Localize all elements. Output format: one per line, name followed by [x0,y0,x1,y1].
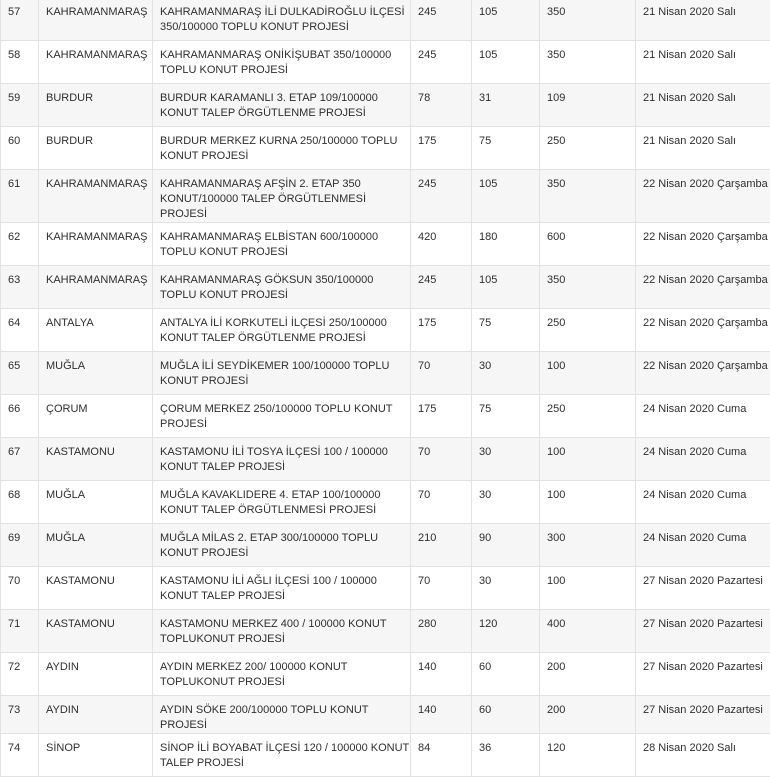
province-cell: BURDUR [39,84,153,127]
date-cell: 22 Nisan 2020 Çarşamba [636,352,770,395]
row-number-cell: 64 [1,309,39,352]
date-cell: 22 Nisan 2020 Çarşamba [636,223,770,266]
total-cell: 100 [540,438,636,481]
value-a-cell: 245 [411,41,472,84]
value-a-cell: 420 [411,223,472,266]
province-cell: SİNOP [39,734,153,777]
project-name-cell: KAHRAMANMARAŞ AFŞİN 2. ETAP 350 KONUT/100000 TALEP ÖRGÜTLENMESİ PROJESİ [153,170,411,223]
project-name-cell: AYDIN MERKEZ 200/ 100000 KONUT TOPLUKONUT PROJESİ [153,653,411,696]
project-name-cell: KASTAMONU İLİ TOSYA İLÇESİ 100 / 100000 KONUT TALEP PROJESİ [153,438,411,481]
project-name-cell: MUĞLA MİLAS 2. ETAP 300/100000 TOPLU KONUT PROJESİ [153,524,411,567]
value-b-cell: 60 [472,696,540,734]
table-row [1,266,770,309]
value-b-cell: 105 [472,266,540,309]
project-name-cell: KAHRAMANMARAŞ GÖKSUN 350/100000 TOPLU KONUT PROJESİ [153,266,411,309]
row-number-cell: 61 [1,170,39,223]
total-cell: 250 [540,127,636,170]
row-number-cell: 70 [1,567,39,610]
total-cell: 200 [540,696,636,734]
total-cell: 350 [540,0,636,41]
row-number-cell: 58 [1,41,39,84]
project-name-cell: KAHRAMANMARAŞ ONİKİŞUBAT 350/100000 TOPLU KONUT PROJESİ [153,41,411,84]
total-cell: 300 [540,524,636,567]
value-b-cell: 180 [472,223,540,266]
value-a-cell: 245 [411,170,472,223]
table-row [1,309,770,352]
project-name-cell: SİNOP İLİ BOYABAT İLÇESİ 120 / 100000 KONUT TALEP PROJESİ [153,734,411,777]
value-a-cell: 70 [411,438,472,481]
value-a-cell: 84 [411,734,472,777]
table-row [1,0,770,41]
total-cell: 250 [540,395,636,438]
project-name-cell: ANTALYA İLİ KORKUTELİ İLÇESİ 250/100000 KONUT TALEP ÖRGÜTLENME PROJESİ [153,309,411,352]
province-cell: ÇORUM [39,395,153,438]
row-number-cell: 67 [1,438,39,481]
project-name-cell: MUĞLA İLİ SEYDİKEMER 100/100000 TOPLU KONUT PROJESİ [153,352,411,395]
value-b-cell: 30 [472,567,540,610]
row-number-cell: 73 [1,696,39,734]
value-b-cell: 30 [472,352,540,395]
date-cell: 24 Nisan 2020 Cuma [636,395,770,438]
total-cell: 350 [540,266,636,309]
date-cell: 27 Nisan 2020 Pazartesi [636,567,770,610]
total-cell: 109 [540,84,636,127]
date-cell: 27 Nisan 2020 Pazartesi [636,610,770,653]
row-number-cell: 72 [1,653,39,696]
province-cell: MUĞLA [39,352,153,395]
value-b-cell: 75 [472,395,540,438]
table-row [1,653,770,696]
province-cell: KAHRAMANMARAŞ [39,41,153,84]
table-row [1,223,770,266]
province-cell: AYDIN [39,653,153,696]
row-number-cell: 63 [1,266,39,309]
value-b-cell: 105 [472,41,540,84]
total-cell: 200 [540,653,636,696]
value-b-cell: 90 [472,524,540,567]
row-number-cell: 57 [1,0,39,41]
row-number-cell: 59 [1,84,39,127]
value-b-cell: 75 [472,127,540,170]
total-cell: 100 [540,352,636,395]
date-cell: 27 Nisan 2020 Pazartesi [636,653,770,696]
value-b-cell: 36 [472,734,540,777]
province-cell: KAHRAMANMARAŞ [39,223,153,266]
table-row [1,84,770,127]
row-number-cell: 62 [1,223,39,266]
value-b-cell: 30 [472,438,540,481]
value-b-cell: 31 [472,84,540,127]
total-cell: 100 [540,567,636,610]
table-row [1,567,770,610]
value-b-cell: 105 [472,0,540,41]
province-cell: BURDUR [39,127,153,170]
value-a-cell: 140 [411,696,472,734]
province-cell: KASTAMONU [39,567,153,610]
row-number-cell: 68 [1,481,39,524]
province-cell: KAHRAMANMARAŞ [39,266,153,309]
project-name-cell: KASTAMONU MERKEZ 400 / 100000 KONUT TOPLUKONUT PROJESİ [153,610,411,653]
project-name-cell: ÇORUM MERKEZ 250/100000 TOPLU KONUT PROJESİ [153,395,411,438]
table-row [1,524,770,567]
province-cell: AYDIN [39,696,153,734]
table-row [1,734,770,777]
value-a-cell: 78 [411,84,472,127]
date-cell: 21 Nisan 2020 Salı [636,127,770,170]
province-cell: KASTAMONU [39,438,153,481]
value-a-cell: 175 [411,127,472,170]
project-name-cell: BURDUR KARAMANLI 3. ETAP 109/100000 KONUT TALEP ÖRGÜTLENME PROJESİ [153,84,411,127]
value-a-cell: 175 [411,309,472,352]
total-cell: 350 [540,41,636,84]
total-cell: 120 [540,734,636,777]
value-b-cell: 105 [472,170,540,223]
value-a-cell: 70 [411,567,472,610]
province-cell: MUĞLA [39,481,153,524]
date-cell: 27 Nisan 2020 Pazartesi [636,696,770,734]
value-b-cell: 120 [472,610,540,653]
total-cell: 100 [540,481,636,524]
value-a-cell: 70 [411,352,472,395]
date-cell: 24 Nisan 2020 Cuma [636,524,770,567]
project-name-cell: KAHRAMANMARAŞ ELBİSTAN 600/100000 TOPLU KONUT PROJESİ [153,223,411,266]
value-b-cell: 30 [472,481,540,524]
table-row [1,438,770,481]
date-cell: 24 Nisan 2020 Cuma [636,481,770,524]
table-row [1,610,770,653]
province-cell: KAHRAMANMARAŞ [39,170,153,223]
row-number-cell: 66 [1,395,39,438]
value-a-cell: 245 [411,0,472,41]
province-cell: ANTALYA [39,309,153,352]
row-number-cell: 60 [1,127,39,170]
total-cell: 250 [540,309,636,352]
value-a-cell: 210 [411,524,472,567]
project-name-cell: MUĞLA KAVAKLIDERE 4. ETAP 100/100000 KONUT TALEP ÖRGÜTLENMESİ PROJESİ [153,481,411,524]
date-cell: 22 Nisan 2020 Çarşamba [636,309,770,352]
table-row [1,696,770,734]
row-number-cell: 71 [1,610,39,653]
province-cell: MUĞLA [39,524,153,567]
value-a-cell: 140 [411,653,472,696]
total-cell: 350 [540,170,636,223]
total-cell: 400 [540,610,636,653]
table-body [1,0,770,777]
province-cell: KASTAMONU [39,610,153,653]
value-a-cell: 70 [411,481,472,524]
province-cell: KAHRAMANMARAŞ [39,0,153,41]
value-a-cell: 175 [411,395,472,438]
table-row [1,395,770,438]
row-number-cell: 65 [1,352,39,395]
project-name-cell: AYDIN SÖKE 200/100000 TOPLU KONUT PROJESİ [153,696,411,734]
project-name-cell: KAHRAMANMARAŞ İLİ DULKADİROĞLU İLÇESİ 350/100000 TOPLU KONUT PROJESİ [153,0,411,41]
table-row [1,170,770,223]
total-cell: 600 [540,223,636,266]
date-cell: 21 Nisan 2020 Salı [636,84,770,127]
table-row [1,127,770,170]
row-number-cell: 69 [1,524,39,567]
date-cell: 22 Nisan 2020 Çarşamba [636,266,770,309]
date-cell: 22 Nisan 2020 Çarşamba [636,170,770,223]
table-row [1,352,770,395]
value-a-cell: 245 [411,266,472,309]
value-b-cell: 75 [472,309,540,352]
row-number-cell: 74 [1,734,39,777]
project-name-cell: KASTAMONU İLİ AĞLI İLÇESİ 100 / 100000 KONUT TALEP PROJESİ [153,567,411,610]
value-a-cell: 280 [411,610,472,653]
date-cell: 21 Nisan 2020 Salı [636,0,770,41]
project-name-cell: BURDUR MERKEZ KURNA 250/100000 TOPLU KONUT PROJESİ [153,127,411,170]
value-b-cell: 60 [472,653,540,696]
table-row [1,481,770,524]
date-cell: 21 Nisan 2020 Salı [636,41,770,84]
date-cell: 28 Nisan 2020 Salı [636,734,770,777]
table-row [1,41,770,84]
date-cell: 24 Nisan 2020 Cuma [636,438,770,481]
